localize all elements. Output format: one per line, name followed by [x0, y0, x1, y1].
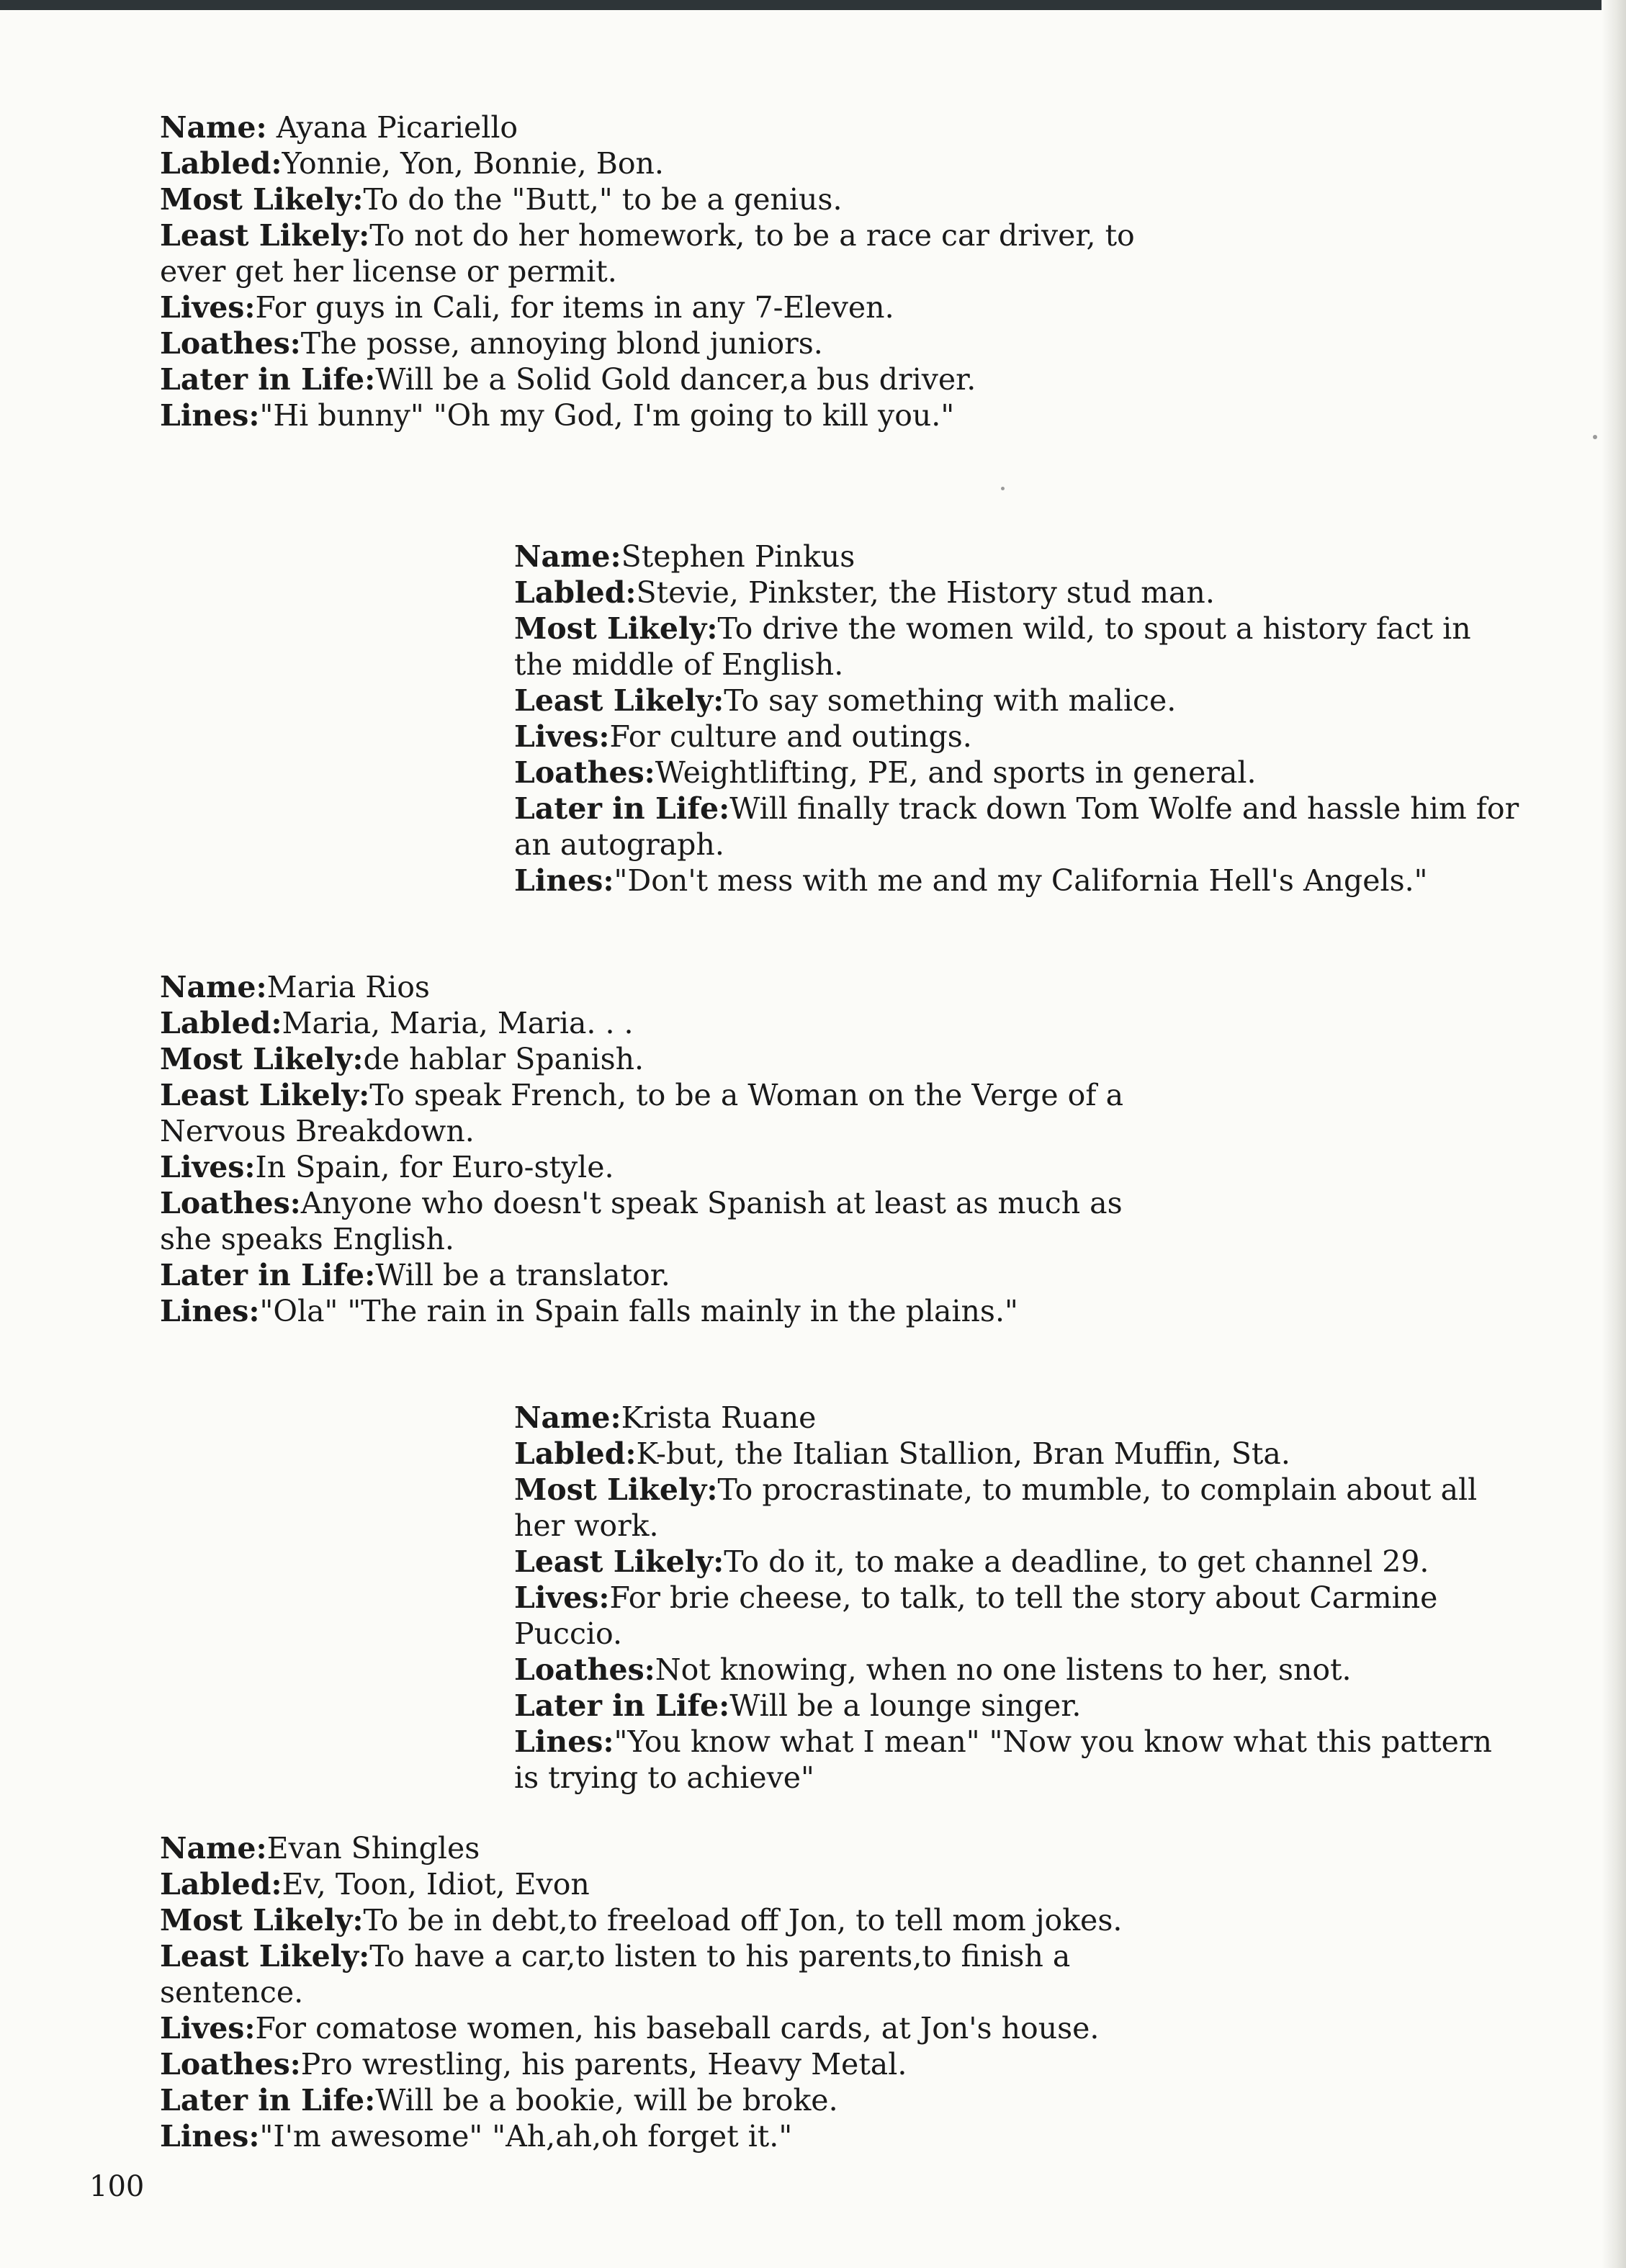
field-label: Labled: [160, 1867, 282, 1902]
field-label: Labled: [160, 1006, 282, 1040]
field-value: "I'm awesome" "Ah,ah,oh forget it." [259, 2119, 793, 2154]
profile-field [514, 575, 1522, 611]
field-value: The posse, annoying blond juniors. [300, 326, 823, 361]
field-value: Will be a Solid Gold dancer,a bus driver. [375, 362, 976, 397]
profile-field [514, 1580, 1522, 1652]
field-value: Not knowing, when no one listens to her, snot. [655, 1652, 1352, 1687]
field-label: Most Likely: [514, 1472, 718, 1507]
field-label: Lives: [160, 1150, 256, 1184]
profile-krista-ruane [514, 1400, 1522, 1796]
profile-field [160, 361, 1182, 397]
field-label: Least Likely: [160, 218, 370, 253]
field-label: Lines: [160, 1294, 260, 1328]
field-label: Name: [160, 110, 267, 145]
field-label: Name: [514, 1400, 621, 1435]
field-label: Lives: [160, 2011, 256, 2046]
profile-field [160, 1077, 1182, 1149]
field-label: Later in Life: [160, 362, 376, 397]
profile-field [160, 325, 1182, 361]
profile-field [160, 1938, 1182, 2010]
field-label: Later in Life: [514, 1688, 730, 1723]
profile-field [514, 1544, 1522, 1580]
field-label: Later in Life: [514, 791, 730, 826]
field-label: Name: [514, 539, 621, 574]
field-label: Lines: [160, 2119, 260, 2154]
field-label: Loathes: [514, 755, 655, 790]
field-value: Will finally track down Tom Wolfe and hassle him for an autograph. [514, 791, 1519, 862]
profile-field [160, 1005, 1182, 1041]
profile-field [160, 109, 1182, 145]
field-value: Yonnie, Yon, Bonnie, Bon. [282, 146, 664, 181]
profile-field [514, 1400, 1522, 1436]
field-value: "Ola" "The rain in Spain falls mainly in the plains." [259, 1294, 1018, 1328]
profile-field [514, 719, 1522, 755]
field-label: Least Likely: [160, 1939, 370, 1974]
profile-field [160, 181, 1182, 217]
field-value: "Don't mess with me and my California Hell's Angels." [614, 863, 1428, 898]
profile-field [160, 145, 1182, 181]
field-value: To do it, to make a deadline, to get channel 29. [724, 1544, 1429, 1579]
field-value: Maria Rios [266, 970, 430, 1004]
field-value: Will be a translator. [375, 1258, 670, 1292]
field-label: Labled: [514, 1436, 637, 1471]
field-label: Most Likely: [160, 182, 364, 217]
profile-field [160, 1902, 1182, 1938]
field-value: To have a car,to listen to his parents,to finish a sentence. [160, 1939, 1071, 2010]
profile-field [160, 1293, 1182, 1329]
profile-field [160, 2082, 1182, 2118]
field-label: Loathes: [160, 326, 301, 361]
profile-field [160, 2010, 1182, 2046]
field-value: Stephen Pinkus [621, 539, 855, 574]
profile-field [514, 1436, 1522, 1472]
field-label: Loathes: [160, 2047, 301, 2082]
field-label: Name: [160, 970, 267, 1004]
field-value: To be in debt,to freeload off Jon, to tell mom jokes. [363, 1903, 1123, 1938]
profile-field [514, 611, 1522, 683]
field-label: Least Likely: [514, 683, 724, 718]
field-label: Loathes: [514, 1652, 655, 1687]
profile-field [160, 217, 1182, 289]
field-label: Lives: [514, 719, 610, 754]
field-value: To drive the women wild, to spout a history fact in the middle of English. [514, 611, 1471, 682]
profile-ayana-picariello [160, 109, 1182, 433]
field-label: Later in Life: [160, 2083, 376, 2118]
profile-maria-rios [160, 969, 1182, 1329]
field-value: Ayana Picariello [266, 110, 518, 145]
profile-field [160, 1257, 1182, 1293]
field-value: Ev, Toon, Idiot, Evon [282, 1867, 590, 1902]
field-label: Labled: [514, 575, 637, 610]
top-edge-bar [0, 0, 1626, 10]
field-value: For culture and outings. [609, 719, 972, 754]
print-speck [1593, 435, 1597, 439]
profile-field [160, 2118, 1182, 2154]
print-speck [1001, 487, 1005, 490]
field-value: Maria, Maria, Maria. . . [282, 1006, 634, 1040]
profile-field [514, 1688, 1522, 1724]
field-label: Name: [160, 1831, 267, 1866]
field-value: Evan Shingles [266, 1831, 480, 1866]
profile-field [514, 539, 1522, 575]
field-value: "You know what I mean" "Now you know what this pattern is trying to achieve" [514, 1724, 1492, 1795]
profile-field [160, 969, 1182, 1005]
field-value: Weightlifting, PE, and sports in general. [655, 755, 1257, 790]
profile-field [160, 1830, 1182, 1866]
field-label: Lives: [514, 1580, 610, 1615]
field-value: de hablar Spanish. [363, 1042, 644, 1076]
profile-field [514, 683, 1522, 719]
profile-field [160, 1866, 1182, 1902]
field-label: Later in Life: [160, 1258, 376, 1292]
field-label: Most Likely: [514, 611, 718, 646]
field-label: Least Likely: [514, 1544, 724, 1579]
field-label: Lines: [514, 1724, 614, 1759]
profile-field [160, 1149, 1182, 1185]
field-label: Lives: [160, 290, 256, 325]
field-label: Lines: [514, 863, 614, 898]
field-label: Most Likely: [160, 1903, 364, 1938]
field-value: To do the "Butt," to be a genius. [363, 182, 843, 217]
profile-field [514, 863, 1522, 899]
field-value: K-but, the Italian Stallion, Bran Muffin, Sta. [636, 1436, 1290, 1471]
field-value: To not do her homework, to be a race car driver, to ever get her license or permit. [160, 218, 1135, 289]
profile-field [160, 2046, 1182, 2082]
field-value: For guys in Cali, for items in any 7-Eleven. [255, 290, 894, 325]
profile-field [160, 1185, 1182, 1257]
field-label: Loathes: [160, 1186, 301, 1220]
field-value: For brie cheese, to talk, to tell the story about Carmine Puccio. [514, 1580, 1438, 1651]
field-value: Will be a bookie, will be broke. [375, 2083, 838, 2118]
field-value: "Hi bunny" "Oh my God, I'm going to kill you." [259, 398, 955, 433]
profile-field [160, 397, 1182, 433]
field-value: In Spain, for Euro-style. [255, 1150, 614, 1184]
profile-field [160, 1041, 1182, 1077]
page-binding-edge [1602, 0, 1626, 2268]
field-label: Lines: [160, 398, 260, 433]
profile-field [514, 755, 1522, 791]
profile-field [514, 1652, 1522, 1688]
profile-field [514, 791, 1522, 863]
field-value: For comatose women, his baseball cards, at Jon's house. [255, 2011, 1100, 2046]
field-value: Anyone who doesn't speak Spanish at least as much as she speaks English. [160, 1186, 1123, 1256]
field-value: Stevie, Pinkster, the History stud man. [636, 575, 1215, 610]
profile-field [514, 1724, 1522, 1796]
field-label: Most Likely: [160, 1042, 364, 1076]
profile-evan-shingles [160, 1830, 1182, 2154]
field-value: Will be a lounge singer. [729, 1688, 1082, 1723]
field-label: Labled: [160, 146, 282, 181]
field-value: Pro wrestling, his parents, Heavy Metal. [300, 2047, 907, 2082]
field-label: Least Likely: [160, 1078, 370, 1112]
profile-field [160, 289, 1182, 325]
profile-field [514, 1472, 1522, 1544]
page-number: 100 [89, 2170, 145, 2203]
field-value: To say something with malice. [724, 683, 1177, 718]
field-value: Krista Ruane [621, 1400, 817, 1435]
field-value: To speak French, to be a Woman on the Verge of a Nervous Breakdown. [160, 1078, 1124, 1148]
field-value: To procrastinate, to mumble, to complain about all her work. [514, 1472, 1478, 1543]
profile-stephen-pinkus [514, 539, 1522, 899]
